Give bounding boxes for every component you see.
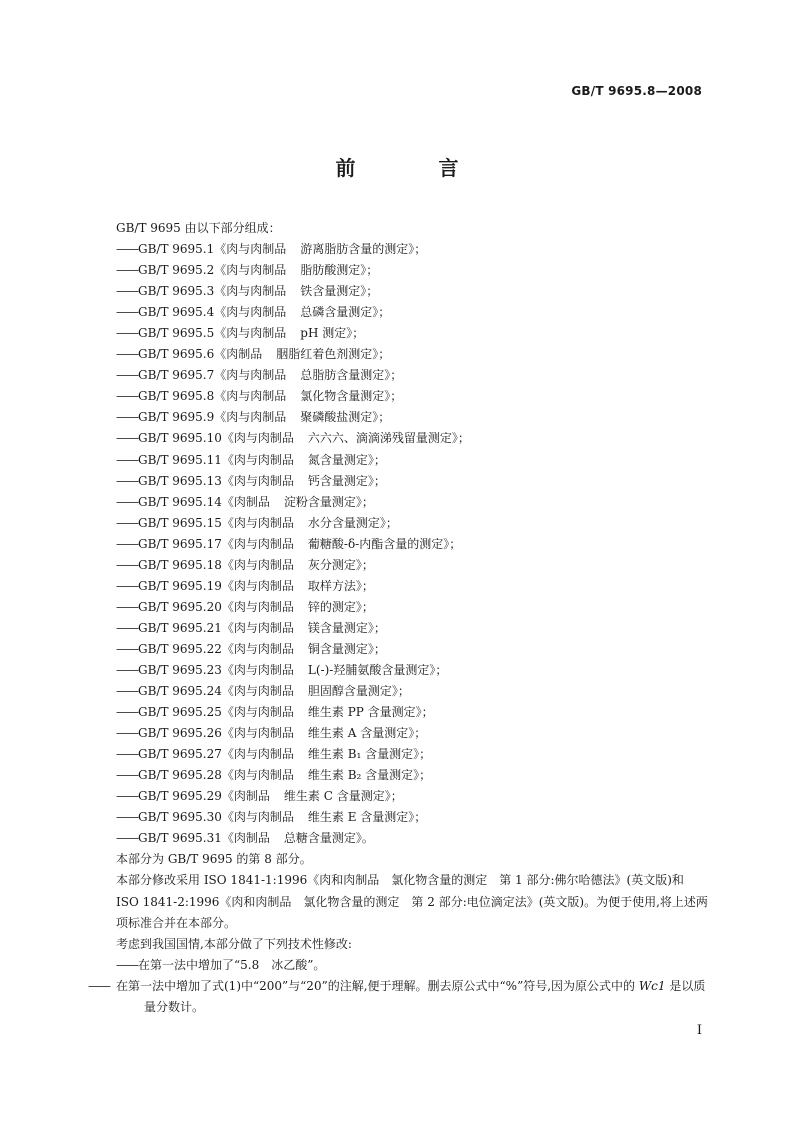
adoption-text: 本部分修改采用 ISO 1841-1:1996《肉和肉制品 氯化物含量的测定 第 1 部分:佛尔哈德法》(英文版)和 ISO 1841-2:1996《肉和肉制品 氯化物含量的测定 第 2 部分:电位滴定法》(英文版)。为便于使用,将上述两项标准合并在本部分。 [116, 873, 708, 930]
part-product: 《肉与肉制品 [221, 641, 294, 656]
part-code: GB/T 9695.10 [138, 431, 222, 446]
formula-variable: Wc1 [638, 978, 666, 993]
dash: —— [116, 515, 138, 530]
part-list-item [116, 344, 710, 365]
part-list-item [116, 471, 710, 492]
part-subject: 维生素 B₁ 含量测定》； [307, 747, 432, 762]
dash: —— [116, 263, 138, 278]
dash: —— [116, 705, 138, 720]
part-code: GB/T 9695.11 [138, 452, 222, 467]
standard-code: GB/T 9695.8—2008 [571, 84, 702, 98]
dash: —— [116, 768, 138, 783]
part-subject: 维生素 PP 含量测定》； [307, 705, 434, 720]
part-subject: 六六六、滴滴涕残留量测定》； [307, 431, 470, 446]
part-subject: 氮含量测定》； [307, 452, 386, 467]
part-code: GB/T 9695.27 [138, 747, 222, 762]
part-product: 《肉与肉制品 [221, 747, 294, 762]
page-number: I [696, 1023, 702, 1038]
dash: —— [116, 410, 138, 425]
page-title: 前 言 [335, 156, 497, 180]
part-subject: 镁含量测定》； [307, 620, 386, 635]
dash: —— [116, 326, 138, 341]
dash: —— [116, 810, 138, 825]
intro-line: GB/T 9695 由以下部分组成： [116, 221, 281, 235]
dash: —— [116, 389, 138, 404]
part-code: GB/T 9695.6 [138, 347, 215, 362]
part-code: GB/T 9695.26 [138, 726, 222, 741]
modification-text-before: 在第一法中增加了式(1)中“200”与“20”的注解,便于理解。删去原公式中“%”符号,因为原公式中的 [116, 978, 639, 993]
modification-item: —— 在第一法中增加了式(1)中“200”与“20”的注解,便于理解。删去原公式中“%”符号,因为原公式中的 Wc1 是以质量分数计。 [88, 978, 706, 1014]
part-list-item [116, 239, 710, 260]
part-subject: 淀粉含量测定》； [283, 494, 374, 509]
part-product: 《肉制品 [214, 347, 263, 362]
part-subject: 铜含量测定》； [307, 641, 386, 656]
part-product: 《肉制品 [221, 831, 270, 846]
part-product: 《肉与肉制品 [214, 305, 287, 320]
part-subject: 维生素 A 含量测定》； [307, 726, 427, 741]
part-product: 《肉与肉制品 [214, 284, 287, 299]
part-code: GB/T 9695.17 [138, 536, 222, 551]
part-list-item [116, 492, 710, 513]
dash: —— [116, 578, 138, 593]
part-list-item [116, 807, 710, 828]
modification-text: 在第一法中增加了“5.8 冰乙酸”。 [138, 957, 326, 972]
part-code: GB/T 9695.29 [138, 789, 222, 804]
part-subject: 维生素 C 含量测定》； [283, 789, 403, 804]
part-subject: 维生素 E 含量测定》； [307, 810, 427, 825]
part-code: GB/T 9695.8 [138, 389, 215, 404]
dash: —— [116, 641, 138, 656]
part-list-item [116, 639, 710, 660]
part-list-item [116, 576, 710, 597]
part-code: GB/T 9695.30 [138, 810, 222, 825]
part-list-item [116, 555, 710, 576]
part-list-item [116, 723, 710, 744]
dash: —— [116, 431, 138, 446]
part-code: GB/T 9695.24 [138, 684, 222, 699]
part-code: GB/T 9695.19 [138, 578, 222, 593]
part-code: GB/T 9695.4 [138, 305, 215, 320]
dash: —— [116, 789, 138, 804]
part-product: 《肉与肉制品 [221, 726, 294, 741]
part-subject: 胆固醇含量测定》； [307, 684, 410, 699]
part-product: 《肉与肉制品 [221, 620, 294, 635]
part-subject: 游离脂肪含量的测定》； [300, 242, 427, 257]
dash: —— [116, 684, 138, 699]
part-list-item [116, 765, 710, 786]
dash: —— [116, 831, 138, 846]
part-product: 《肉与肉制品 [214, 368, 287, 383]
dash: —— [116, 284, 138, 299]
parts-list [116, 239, 710, 849]
part-product: 《肉与肉制品 [221, 705, 294, 720]
part-list-item [116, 513, 710, 534]
part-product: 《肉与肉制品 [221, 599, 294, 614]
part-code: GB/T 9695.18 [138, 557, 222, 572]
part-list-item [116, 281, 710, 302]
part-list-item [116, 744, 710, 765]
adoption-paragraph [116, 870, 710, 933]
part-code: GB/T 9695.25 [138, 705, 222, 720]
dash: —— [116, 242, 138, 257]
part-product: 《肉与肉制品 [214, 263, 287, 278]
part-subject: 聚磷酸盐测定》； [300, 410, 391, 425]
part-list-item [116, 618, 710, 639]
part-product: 《肉制品 [221, 494, 270, 509]
part-list-item [116, 365, 710, 386]
part-subject: 锌的测定》； [307, 599, 374, 614]
part-code: GB/T 9695.1 [138, 242, 215, 257]
dash: —— [116, 957, 138, 972]
part-list-item [116, 660, 710, 681]
part-subject: 取样方法》； [307, 578, 374, 593]
modification-text-after: 是以质量分数计。 [144, 978, 706, 1014]
part-subject: 维生素 B₂ 含量测定》； [307, 768, 432, 783]
dash: —— [116, 305, 138, 320]
part-subject: 胭脂红着色剂测定》； [276, 347, 391, 362]
part-list-item [116, 428, 710, 449]
dash: —— [116, 599, 138, 614]
part-list-item [116, 828, 710, 849]
part-code: GB/T 9695.20 [138, 599, 222, 614]
dash: —— [116, 557, 138, 572]
part-code: GB/T 9695.9 [138, 410, 215, 425]
part-code: GB/T 9695.7 [138, 368, 215, 383]
part-subject: 总磷含量测定》； [300, 305, 391, 320]
part-code: GB/T 9695.14 [138, 494, 222, 509]
part-product: 《肉制品 [221, 789, 270, 804]
part-code: GB/T 9695.21 [138, 620, 222, 635]
foreword-body [88, 218, 710, 1018]
part-product: 《肉与肉制品 [214, 242, 287, 257]
part-list-item [116, 260, 710, 281]
part-code: GB/T 9695.31 [138, 831, 222, 846]
part-list-item [116, 450, 710, 471]
dash: —— [116, 726, 138, 741]
part-subject: 总脂肪含量测定》； [300, 368, 403, 383]
part-product: 《肉与肉制品 [221, 515, 294, 530]
part-code: GB/T 9695.5 [138, 326, 215, 341]
part-list-item [116, 407, 710, 428]
part-product: 《肉与肉制品 [221, 431, 294, 446]
dash: —— [116, 536, 138, 551]
part-product: 《肉与肉制品 [221, 578, 294, 593]
part-product: 《肉与肉制品 [221, 662, 294, 677]
part-list-item [116, 386, 710, 407]
part-product: 《肉与肉制品 [221, 473, 294, 488]
part-list-item [116, 534, 710, 555]
part-code: GB/T 9695.13 [138, 473, 222, 488]
part-code: GB/T 9695.2 [138, 263, 215, 278]
dash: —— [116, 452, 138, 467]
part-subject: 氯化物含量测定》； [300, 389, 403, 404]
part-product: 《肉与肉制品 [221, 684, 294, 699]
part-list-item [116, 597, 710, 618]
part-subject: 脂肪酸测定》； [300, 263, 379, 278]
part-subject: 总糖含量测定》。 [283, 831, 374, 846]
part-list-item [116, 302, 710, 323]
modifications-intro: 考虑到我国国情,本部分做了下列技术性修改: [116, 936, 352, 951]
part-product: 《肉与肉制品 [221, 452, 294, 467]
part-product: 《肉与肉制品 [214, 410, 287, 425]
part-list-item [116, 786, 710, 807]
part-product: 《肉与肉制品 [221, 536, 294, 551]
part-subject: 葡糖酸-δ-内酯含量的测定》； [307, 536, 462, 551]
part-subject: 铁含量测定》； [300, 284, 379, 299]
part-code: GB/T 9695.15 [138, 515, 222, 530]
part-subject: 灰分测定》； [307, 557, 374, 572]
part-list-item [116, 681, 710, 702]
part-list-item [116, 702, 710, 723]
part-subject: L(-)-羟脯氨酸含量测定》； [307, 662, 448, 677]
dash: —— [116, 368, 138, 383]
part-product: 《肉与肉制品 [214, 389, 287, 404]
part-product: 《肉与肉制品 [214, 326, 287, 341]
part-product: 《肉与肉制品 [221, 768, 294, 783]
part-subject: 水分含量测定》； [307, 515, 398, 530]
dash: —— [116, 473, 138, 488]
dash: —— [116, 620, 138, 635]
part-statement: 本部分为 GB/T 9695 的第 8 部分。 [116, 852, 312, 867]
part-code: GB/T 9695.22 [138, 641, 222, 656]
part-subject: pH 测定》； [300, 326, 365, 341]
part-code: GB/T 9695.3 [138, 284, 215, 299]
part-product: 《肉与肉制品 [221, 810, 294, 825]
part-code: GB/T 9695.23 [138, 662, 222, 677]
dash: —— [116, 494, 138, 509]
dash: —— [116, 662, 138, 677]
part-subject: 钙含量测定》； [307, 473, 386, 488]
part-product: 《肉与肉制品 [221, 557, 294, 572]
dash: —— [116, 747, 138, 762]
modification-item [116, 955, 710, 976]
part-list-item [116, 323, 710, 344]
part-code: GB/T 9695.28 [138, 768, 222, 783]
dash: —— [116, 347, 138, 362]
